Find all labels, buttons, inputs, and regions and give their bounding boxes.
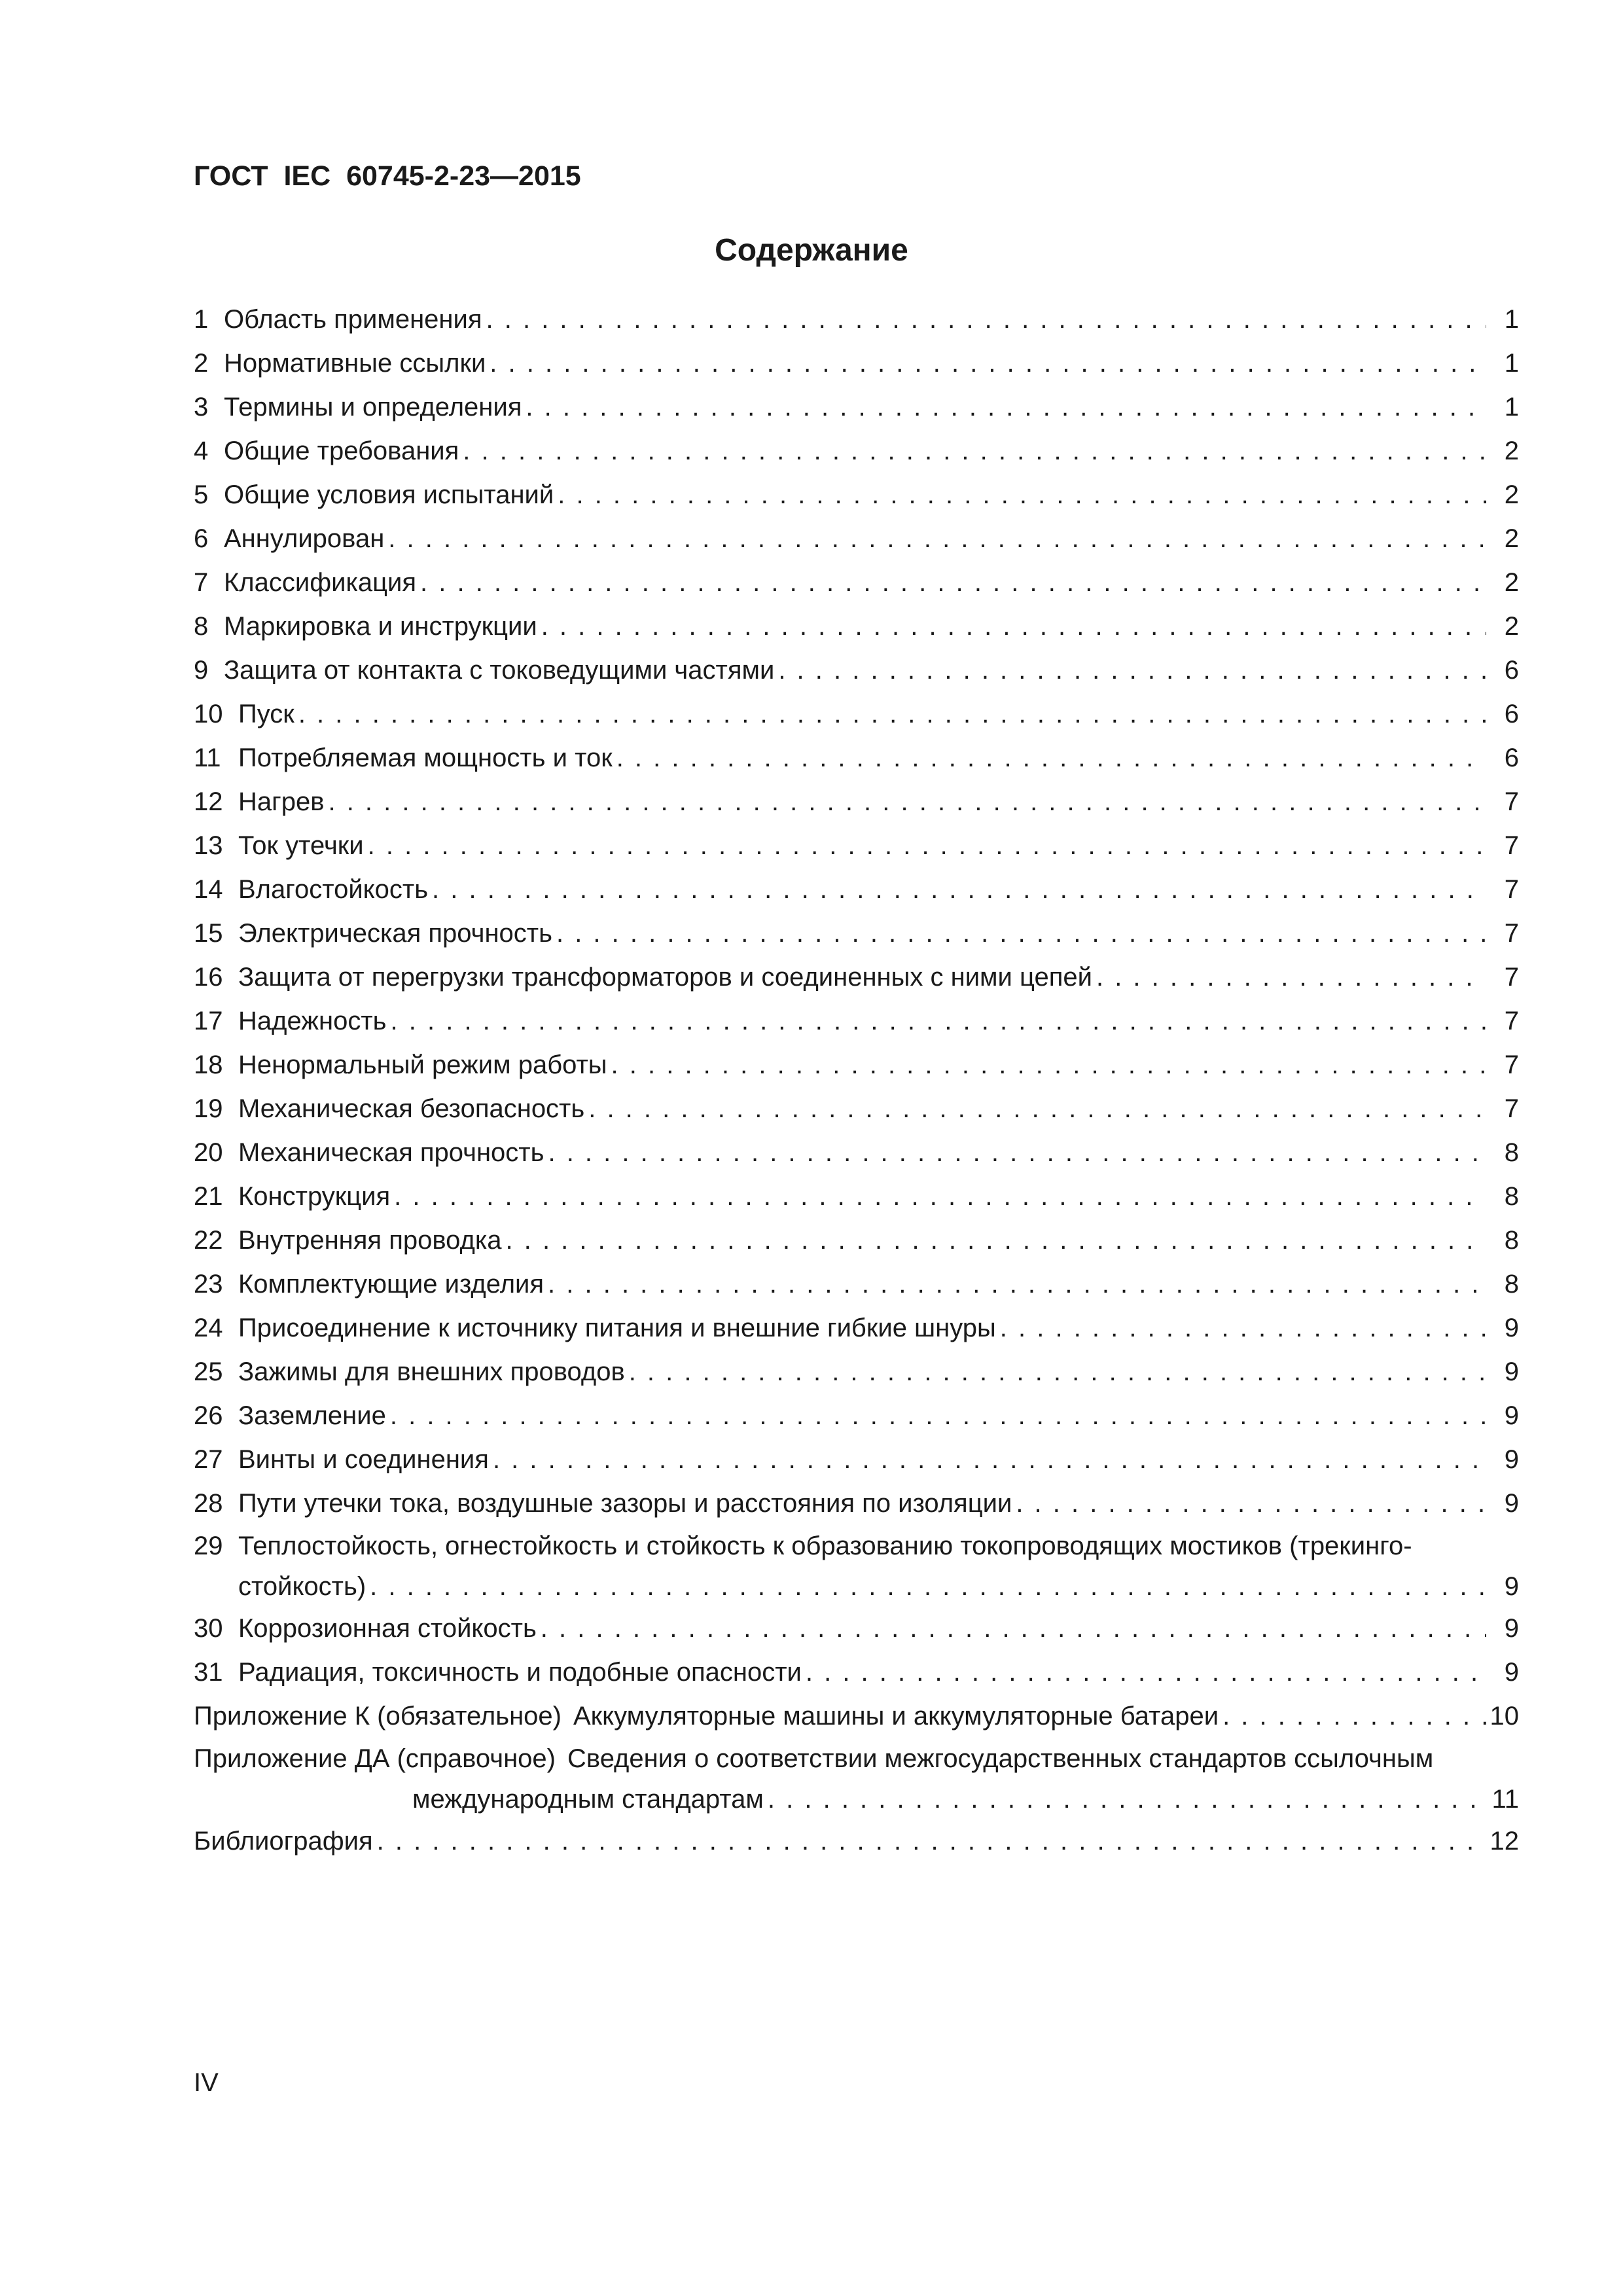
toc-entry[interactable] — [194, 736, 1519, 780]
toc-entry-page: 7 — [1486, 1087, 1519, 1131]
toc-sections-continued — [194, 1607, 1519, 1695]
annex-title: Аккумуляторные машины и аккумуляторные батареи — [573, 1702, 1219, 1731]
toc-leader-dots — [328, 780, 1486, 824]
toc-leader-dots — [548, 1131, 1486, 1175]
toc-entry-page: 2 — [1486, 473, 1519, 517]
toc-entry-page: 9 — [1486, 1566, 1519, 1607]
toc-entry-text: Присоединение к источнику питания и внешние гибкие шнуры — [238, 1306, 1000, 1350]
toc-entry-number: 31 — [194, 1658, 223, 1687]
toc-leader-dots — [806, 1651, 1486, 1695]
toc-entry-text: Комплектующие изделия — [238, 1263, 548, 1306]
toc-entry[interactable] — [194, 1438, 1519, 1482]
toc-leader-dots — [526, 386, 1486, 429]
toc-entry-page: 9 — [1486, 1438, 1519, 1482]
toc-entry-text: Защита от контакта с токоведущими частями — [224, 649, 778, 692]
toc-leader-dots — [394, 1175, 1486, 1219]
toc-entry-text: Ненормальный режим работы — [238, 1043, 611, 1087]
toc-leader-dots — [616, 736, 1486, 780]
toc-entry[interactable] — [194, 956, 1519, 999]
toc-entry-number: 23 — [194, 1270, 223, 1299]
toc-entry[interactable] — [194, 298, 1519, 342]
toc-entry-page: 9 — [1486, 1350, 1519, 1394]
toc-entry-text: Зажимы для внешних проводов — [238, 1350, 629, 1394]
annex-title: Сведения о соответствии межгосударственных стандартов ссылочным — [567, 1744, 1434, 1773]
toc-leader-dots — [1096, 956, 1486, 999]
toc-leader-dots — [490, 342, 1486, 386]
toc-entry-page: 9 — [1486, 1306, 1519, 1350]
toc-entry-text: Область применения — [224, 298, 486, 342]
toc-leader-dots — [505, 1219, 1486, 1263]
toc-title: Содержание — [715, 233, 908, 268]
toc-entry-number: 11 — [194, 744, 221, 772]
toc-entry-page: 7 — [1486, 956, 1519, 999]
toc-entry-29[interactable] — [194, 1526, 1519, 1607]
toc-entry-page: 8 — [1486, 1263, 1519, 1306]
toc-entry[interactable] — [194, 692, 1519, 736]
toc-entry-number: 22 — [194, 1226, 223, 1255]
toc-leader-dots — [377, 1820, 1486, 1863]
toc-entry-text: Пуск — [238, 692, 298, 736]
toc-entry-number: 15 — [194, 919, 223, 948]
toc-entry[interactable] — [194, 1482, 1519, 1526]
toc-leader-dots — [368, 824, 1486, 868]
toc-entry-number: 6 — [194, 524, 209, 553]
toc-entry-text: Влагостойкость — [238, 868, 432, 912]
toc-entry[interactable] — [194, 1087, 1519, 1131]
toc-entry[interactable] — [194, 1219, 1519, 1263]
toc-entry-page: 1 — [1486, 342, 1519, 386]
toc-entry-page: 7 — [1486, 824, 1519, 868]
toc-entry-page: 11 — [1486, 1779, 1519, 1820]
toc-entry[interactable] — [194, 824, 1519, 868]
toc-entry-text: Нагрев — [238, 780, 328, 824]
toc-entry-text: Потребляемая мощность и ток — [238, 736, 616, 780]
toc-entry-page: 2 — [1486, 517, 1519, 561]
toc-entry-text: Библиография — [194, 1820, 377, 1863]
toc-entry-page: 1 — [1486, 386, 1519, 429]
toc-leader-dots — [1222, 1695, 1486, 1738]
toc-entry-text: Общие требования — [224, 429, 463, 473]
toc-entry[interactable] — [194, 342, 1519, 386]
toc-entry-number: 19 — [194, 1094, 223, 1123]
toc-entry-text: Термины и определения — [224, 386, 526, 429]
toc-entry[interactable] — [194, 1394, 1519, 1438]
toc-entry-page: 2 — [1486, 605, 1519, 649]
toc-entry-text-continued: стойкость) — [238, 1566, 370, 1607]
toc-entry[interactable] — [194, 999, 1519, 1043]
toc-bibliography[interactable] — [194, 1820, 1519, 1863]
toc-entry-page: 6 — [1486, 649, 1519, 692]
toc-entry-number: 16 — [194, 963, 223, 992]
toc-entry-text: Заземление — [238, 1394, 390, 1438]
toc-leader-dots — [298, 692, 1486, 736]
toc-leader-dots — [548, 1263, 1486, 1306]
toc-entry-page: 9 — [1486, 1482, 1519, 1526]
toc-leader-dots — [558, 473, 1486, 517]
toc-entry[interactable] — [194, 1607, 1519, 1651]
toc-leader-dots — [778, 649, 1486, 692]
toc-entry-page: 9 — [1486, 1394, 1519, 1438]
toc-entry-page: 7 — [1486, 999, 1519, 1043]
toc-entry[interactable] — [194, 1651, 1519, 1695]
toc-entry[interactable] — [194, 386, 1519, 429]
toc-leader-dots — [391, 999, 1486, 1043]
document-code: ГОСТ IEC 60745-2-23—2015 — [194, 160, 581, 192]
toc-entry[interactable] — [194, 868, 1519, 912]
toc-entry-text: Аннулирован — [224, 517, 388, 561]
toc-entry-text: Теплостойкость, огнестойкость и стойкость к образованию токопроводящих мостиков (трекинго- — [238, 1532, 1412, 1560]
toc-leader-dots — [556, 912, 1486, 956]
toc-entry-number: 2 — [194, 349, 209, 378]
toc-entry-number: 28 — [194, 1489, 223, 1518]
table-of-contents — [194, 298, 1519, 1863]
toc-entry-page: 10 — [1486, 1695, 1519, 1738]
toc-entry-page: 2 — [1486, 429, 1519, 473]
toc-leader-dots — [1016, 1482, 1486, 1526]
annex-label: Приложение К (обязательное) — [194, 1702, 562, 1731]
toc-entry[interactable] — [194, 1306, 1519, 1350]
toc-entry[interactable] — [194, 1175, 1519, 1219]
page-number: IV — [194, 2068, 219, 2097]
toc-entry[interactable] — [194, 649, 1519, 692]
toc-entry-page: 12 — [1486, 1820, 1519, 1863]
toc-entry-text: Надежность — [238, 999, 391, 1043]
toc-entry-number: 3 — [194, 393, 209, 422]
toc-entry-text: Маркировка и инструкции — [224, 605, 541, 649]
toc-entry[interactable] — [194, 605, 1519, 649]
toc-leader-dots — [388, 517, 1486, 561]
toc-entry-number: 29 — [194, 1532, 223, 1560]
toc-leader-dots — [370, 1566, 1486, 1610]
toc-entry-text: Пути утечки тока, воздушные зазоры и расстояния по изоляции — [238, 1482, 1016, 1526]
toc-leader-dots — [588, 1087, 1486, 1131]
toc-entry-number: 13 — [194, 831, 223, 860]
toc-entry[interactable] — [194, 517, 1519, 561]
toc-entry[interactable] — [194, 429, 1519, 473]
toc-leader-dots — [611, 1043, 1486, 1087]
toc-entry-number: 25 — [194, 1357, 223, 1386]
toc-entry-page: 1 — [1486, 298, 1519, 342]
toc-entry[interactable] — [194, 561, 1519, 605]
toc-annex-k[interactable] — [194, 1695, 1519, 1738]
toc-entry-page: 8 — [1486, 1131, 1519, 1175]
toc-entry-number: 30 — [194, 1614, 223, 1643]
toc-entry[interactable] — [194, 1263, 1519, 1306]
toc-entry-text: Классификация — [224, 561, 420, 605]
toc-entry-text: Электрическая прочность — [238, 912, 556, 956]
toc-entry[interactable] — [194, 473, 1519, 517]
toc-leader-dots — [463, 429, 1486, 473]
toc-sections — [194, 298, 1519, 1526]
toc-entry-text: Коррозионная стойкость — [238, 1607, 541, 1651]
annex-title-continued: международным стандартам — [412, 1779, 768, 1820]
toc-entry-text: Общие условия испытаний — [224, 473, 558, 517]
toc-entry-page: 8 — [1486, 1175, 1519, 1219]
toc-entry-number: 5 — [194, 480, 209, 509]
toc-entry-number: 18 — [194, 1050, 223, 1079]
toc-entry-text: Механическая безопасность — [238, 1087, 588, 1131]
toc-leader-dots — [432, 868, 1486, 912]
toc-leader-dots — [629, 1350, 1486, 1394]
toc-entry-page: 7 — [1486, 780, 1519, 824]
toc-leader-dots — [390, 1394, 1486, 1438]
toc-leader-dots — [1000, 1306, 1486, 1350]
toc-entry-number: 7 — [194, 568, 209, 597]
toc-entry-number: 9 — [194, 656, 209, 685]
toc-entry-number: 27 — [194, 1445, 223, 1474]
toc-entry-number: 8 — [194, 612, 209, 641]
toc-entry-text: Механическая прочность — [238, 1131, 548, 1175]
toc-leader-dots — [768, 1779, 1486, 1823]
toc-entry-text: Радиация, токсичность и подобные опасности — [238, 1651, 806, 1695]
toc-entry-page: 2 — [1486, 561, 1519, 605]
toc-entry-page: 9 — [1486, 1651, 1519, 1695]
annex-label: Приложение ДА (справочное) — [194, 1744, 556, 1773]
toc-entry-number: 26 — [194, 1401, 223, 1430]
toc-leader-dots — [486, 298, 1486, 342]
toc-entry-text: Ток утечки — [238, 824, 368, 868]
toc-entry-page: 7 — [1486, 868, 1519, 912]
toc-entry[interactable] — [194, 780, 1519, 824]
toc-entry-page: 6 — [1486, 692, 1519, 736]
toc-leader-dots — [541, 1607, 1486, 1651]
toc-entry-number: 1 — [194, 305, 209, 334]
toc-entry-text: Внутренняя проводка — [238, 1219, 505, 1263]
toc-entry-number: 24 — [194, 1314, 223, 1342]
toc-entry[interactable] — [194, 912, 1519, 956]
toc-entry-text: Нормативные ссылки — [224, 342, 490, 386]
toc-entry-page: 7 — [1486, 1043, 1519, 1087]
toc-leader-dots — [420, 561, 1486, 605]
toc-entry[interactable] — [194, 1350, 1519, 1394]
toc-entry-text: Винты и соединения — [238, 1438, 493, 1482]
toc-entry[interactable] — [194, 1131, 1519, 1175]
toc-entry-page: 7 — [1486, 912, 1519, 956]
toc-entry-number: 14 — [194, 875, 223, 904]
toc-leader-dots — [493, 1438, 1486, 1482]
toc-entry-number: 17 — [194, 1007, 223, 1035]
toc-annex-da[interactable] — [194, 1738, 1519, 1820]
toc-entry-number: 20 — [194, 1138, 223, 1167]
toc-entry-text: Конструкция — [238, 1175, 394, 1219]
toc-entry-number: 10 — [194, 700, 223, 728]
toc-entry-number: 12 — [194, 787, 223, 816]
toc-entry[interactable] — [194, 1043, 1519, 1087]
toc-entry-number: 21 — [194, 1182, 223, 1211]
toc-entry-page: 9 — [1486, 1607, 1519, 1651]
toc-entry-text: Защита от перегрузки трансформаторов и соединенных с ними цепей — [238, 956, 1096, 999]
toc-leader-dots — [541, 605, 1486, 649]
toc-entry-number: 4 — [194, 437, 209, 465]
toc-entry-page: 8 — [1486, 1219, 1519, 1263]
toc-entry-page: 6 — [1486, 736, 1519, 780]
